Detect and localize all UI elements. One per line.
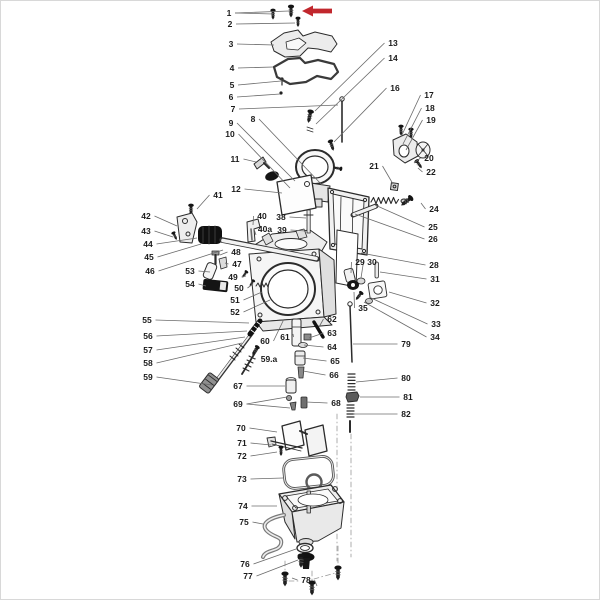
- callout-33: 33: [431, 319, 441, 329]
- leader-line-75: [253, 522, 264, 524]
- leader-line-5: [238, 81, 281, 85]
- exploded-view-svg: [1, 1, 600, 600]
- leader-line-22: [418, 168, 423, 172]
- callout-62: 62: [327, 314, 337, 324]
- upper-right-screws: [305, 109, 336, 152]
- callout-55: 55: [142, 315, 152, 325]
- callout-43: 43: [141, 226, 151, 236]
- callout-20: 20: [424, 153, 434, 163]
- callout-78: 78: [301, 575, 311, 585]
- link-pin: [304, 210, 313, 233]
- callout-40: 40: [257, 211, 267, 221]
- leader-line-2: [236, 23, 295, 24]
- leader-line-3: [237, 44, 274, 45]
- callout-7: 7: [230, 104, 236, 114]
- callout-44: 44: [143, 239, 153, 249]
- callout-50: 50: [234, 283, 244, 293]
- leader-line-29: [351, 262, 352, 273]
- callout-75: 75: [239, 517, 249, 527]
- callout-64: 64: [327, 342, 337, 352]
- leader-line-72: [251, 452, 278, 456]
- leader-line-69: [247, 404, 291, 408]
- callout-30: 30: [367, 257, 377, 267]
- callout-59: 59: [143, 372, 153, 382]
- leader-line-41: [197, 195, 210, 209]
- callout-68: 68: [331, 398, 341, 408]
- callout-47: 47: [232, 259, 242, 269]
- callout-71: 71: [237, 438, 247, 448]
- callout-67: 67: [233, 381, 243, 391]
- callout-13: 13: [388, 38, 398, 48]
- leader-line-70: [250, 428, 278, 432]
- callout-53: 53: [185, 266, 195, 276]
- callout-9: 9: [228, 118, 234, 128]
- callout-31: 31: [430, 274, 440, 284]
- callout-49: 49: [228, 272, 238, 282]
- leader-line-58: [157, 343, 243, 363]
- callout-51: 51: [230, 295, 240, 305]
- callout-77: 77: [243, 571, 253, 581]
- leader-line-77: [257, 560, 299, 576]
- leader-line-14: [316, 58, 385, 124]
- leader-line-48: [220, 252, 228, 255]
- callout-72: 72: [237, 451, 247, 461]
- callout-61: 61: [280, 332, 290, 342]
- leader-line-55: [156, 320, 250, 323]
- leader-line-12: [245, 189, 283, 193]
- leader-line-66: [303, 371, 326, 375]
- callout-48: 48: [231, 247, 241, 257]
- leader-line-4: [238, 67, 273, 68]
- callout-12: 12: [231, 184, 241, 194]
- callout-42: 42: [141, 211, 151, 221]
- leader-line-78: [292, 578, 298, 580]
- leader-line-1: [235, 11, 289, 13]
- leader-line-10: [239, 134, 291, 188]
- leader-line-65: [303, 358, 327, 361]
- callout-73: 73: [237, 474, 247, 484]
- overflow-hose: [263, 515, 284, 557]
- pilot-screw-spring: [242, 344, 260, 374]
- callout-32: 32: [430, 298, 440, 308]
- leader-line-43: [155, 231, 174, 237]
- callout-38: 38: [276, 212, 286, 222]
- callout-1: 1: [226, 8, 232, 18]
- pump-rod-and-springs: [346, 302, 359, 432]
- float-assembly: [267, 421, 327, 456]
- callout-79: 79: [401, 339, 411, 349]
- callout-74: 74: [238, 501, 248, 511]
- carburetor-body: [249, 229, 336, 331]
- callout-69: 69: [233, 399, 243, 409]
- leader-line-45: [158, 244, 202, 257]
- leader-line-11: [244, 159, 257, 162]
- callout-11: 11: [230, 154, 240, 164]
- callout-25: 25: [428, 222, 438, 232]
- leader-line-9: [237, 123, 295, 181]
- callout-21: 21: [369, 161, 379, 171]
- callout-41: 41: [213, 190, 223, 200]
- callout-14: 14: [388, 53, 398, 63]
- leader-line-38: [290, 217, 307, 218]
- leader-line-21: [383, 166, 394, 184]
- leader-line-32: [389, 292, 427, 303]
- red-arrow-marker: [302, 6, 332, 17]
- leader-line-68: [306, 402, 328, 403]
- callout-5: 5: [229, 80, 235, 90]
- callout-56: 56: [143, 331, 153, 341]
- float-bowl: [279, 485, 344, 546]
- top-cover-shape: [271, 30, 337, 57]
- callout-2: 2: [227, 19, 233, 29]
- callout-29: 29: [355, 257, 365, 267]
- callout-45: 45: [144, 252, 154, 262]
- callout-59.a: 59.a: [260, 354, 278, 364]
- float-valve-parts: [344, 262, 387, 304]
- leader-line-6: [237, 94, 280, 97]
- leader-line-35: [354, 292, 355, 308]
- callout-70: 70: [236, 423, 246, 433]
- callout-16: 16: [390, 83, 400, 93]
- callout-19: 19: [426, 115, 436, 125]
- callout-4: 4: [229, 63, 235, 73]
- leader-line-57: [157, 337, 246, 350]
- leader-line-69: [247, 397, 288, 404]
- needle-seat-parts: [254, 157, 280, 182]
- leader-line-80: [356, 378, 398, 382]
- callout-17: 17: [424, 90, 434, 100]
- callout-10: 10: [225, 129, 235, 139]
- leader-line-7: [239, 105, 338, 109]
- callout-6: 6: [228, 92, 234, 102]
- leader-line-31: [380, 272, 427, 279]
- leader-line-42: [155, 216, 178, 226]
- leader-line-61: [293, 334, 294, 337]
- leader-line-24: [421, 203, 426, 209]
- leader-line-59.a: [255, 358, 256, 359]
- callout-8: 8: [250, 114, 256, 124]
- callout-76: 76: [240, 559, 250, 569]
- callout-66: 66: [329, 370, 339, 380]
- parts-artwork: [171, 5, 430, 596]
- jet-stack: [286, 319, 323, 410]
- leader-line-49: [242, 276, 247, 277]
- callout-52: 52: [230, 307, 240, 317]
- callout-28: 28: [429, 260, 439, 270]
- callout-54: 54: [185, 279, 195, 289]
- cover-gasket-shape: [274, 58, 338, 84]
- callout-24: 24: [429, 204, 439, 214]
- callout-63: 63: [327, 328, 337, 338]
- callout-18: 18: [425, 103, 435, 113]
- callout-22: 22: [426, 167, 436, 177]
- callout-3: 3: [228, 39, 234, 49]
- callout-26: 26: [428, 234, 438, 244]
- leader-line-56: [157, 331, 248, 336]
- callout-65: 65: [330, 356, 340, 366]
- leader-line-40: [253, 216, 254, 225]
- bowl-gasket: [283, 455, 335, 489]
- callout-82: 82: [401, 409, 411, 419]
- callout-40a: 40a: [257, 224, 273, 234]
- callout-34: 34: [430, 332, 440, 342]
- callout-60: 60: [260, 336, 270, 346]
- callout-58: 58: [143, 358, 153, 368]
- leader-line-73: [251, 478, 284, 479]
- callout-46: 46: [145, 266, 155, 276]
- callout-39: 39: [277, 225, 287, 235]
- callout-80: 80: [401, 373, 411, 383]
- callout-57: 57: [143, 345, 153, 355]
- callout-81: 81: [403, 392, 413, 402]
- callout-35: 35: [358, 303, 368, 313]
- marker-overlay: [302, 6, 332, 17]
